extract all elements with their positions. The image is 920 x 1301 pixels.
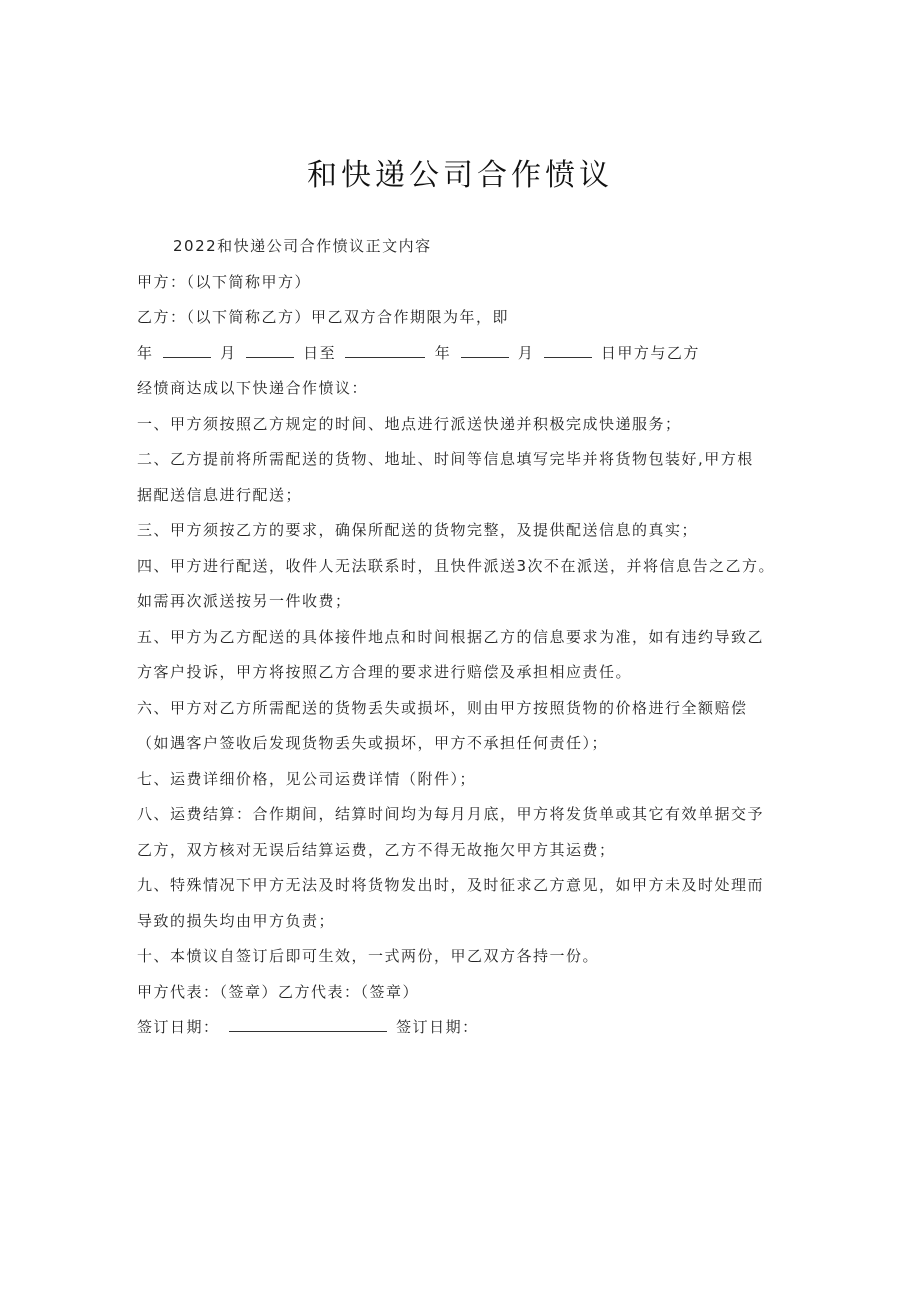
document-subtitle: 2022和快递公司合作愤议正文内容 [173, 237, 432, 255]
sign-date-b-label: 签订日期： [396, 1018, 479, 1036]
date-year-end-label: 年 [434, 343, 452, 362]
clause-line: 四、甲方进行配送，收件人无法联系时，且快件派送3次不在派送，并将信息告之乙方。 [137, 556, 776, 575]
clause-line: 十、本愤议自签订后即可生效，一式两份，甲乙双方各持一份。 [137, 947, 600, 965]
clause-line: 八、运费结算：合作期间，结算时间均为每月月底，甲方将发货单或其它有效单据交予 [137, 805, 765, 823]
clause-line: 九、特殊情况下甲方无法及时将货物发出时，及时征求乙方意见，如甲方未及时处理而 [137, 876, 765, 894]
day-blank [246, 343, 294, 358]
end-day-blank [544, 343, 592, 358]
clause-line: 七、运费详细价格，见公司运费详情（附件）； [137, 769, 477, 788]
end-year-blank [345, 343, 425, 358]
clause-line: 方客户投诉，甲方将按照乙方合理的要求进行赔偿及承担相应责任。 [137, 663, 633, 681]
date-tail-label: 日甲方与乙方 [600, 343, 700, 362]
clause-line: 五、甲方为乙方配送的具体接件地点和时间根据乙方的信息要求为准，如有违约导致乙 [137, 627, 765, 646]
clause-line: 如需再次派送按另一件收费； [137, 592, 352, 610]
clause-line: 导致的损失均由甲方负责； [137, 911, 336, 930]
party-b-line: 乙方：（以下简称乙方）甲乙双方合作期限为年，即 [137, 308, 510, 326]
date-to-label: 日至 [303, 343, 337, 362]
representatives-line: 甲方代表：（签章）乙方代表：（签章） [137, 982, 420, 1001]
party-a-line: 甲方：（以下简称甲方） [137, 272, 312, 291]
clause-line: （如遇客户签收后发现货物丢失或损坏，甲方不承担任何责任）； [137, 734, 609, 752]
term-date-line [137, 336, 787, 372]
document-title: 和快递公司合作愤议 [307, 158, 613, 193]
clause-line: 据配送信息进行配送； [137, 485, 303, 504]
clause-line: 二、乙方提前将所需配送的货物、地址、时间等信息填写完毕并将货物包装好,甲方根 [137, 450, 754, 468]
clause-line: 一、甲方须按照乙方规定的时间、地点进行派送快递并积极完成快递服务； [137, 414, 682, 433]
date-year-label: 年 [137, 343, 154, 362]
date-month-label: 月 [220, 343, 237, 362]
end-month-blank [461, 343, 509, 358]
date-month-end-label: 月 [517, 343, 535, 362]
sign-date-blank [229, 1017, 387, 1032]
agreement-intro: 经愤商达成以下快递合作愤议： [137, 379, 369, 397]
sign-date-line [137, 1010, 787, 1046]
clause-line: 乙方，双方核对无误后结算运费，乙方不得无故拖欠甲方其运费； [137, 840, 616, 859]
clause-line: 六、甲方对乙方所需配送的货物丢失或损坏，则由甲方按照货物的价格进行全额赔偿 [137, 698, 748, 717]
year-blank [163, 343, 211, 358]
document-body [137, 229, 787, 1046]
clause-line: 三、甲方须按乙方的要求，确保所配送的货物完整，及提供配送信息的真实； [137, 521, 699, 539]
sign-date-a-label: 签订日期： [137, 1018, 220, 1036]
